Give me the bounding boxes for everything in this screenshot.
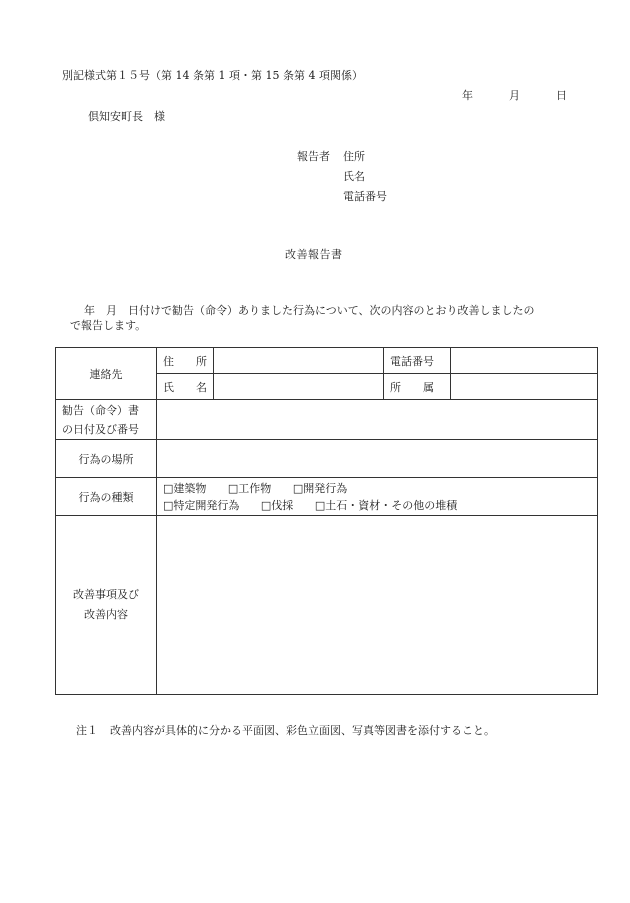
body-line-2: で報告します。	[70, 319, 147, 332]
order-date-field[interactable]	[157, 400, 598, 440]
reporter-block	[297, 147, 387, 207]
table-row	[56, 516, 598, 695]
improvement-field[interactable]	[157, 516, 598, 695]
type-option-building[interactable]: □建築物	[163, 481, 207, 495]
report-table	[55, 347, 598, 695]
table-row	[56, 440, 598, 478]
type-option-stockpile[interactable]: □土石・資材・その他の堆積	[314, 498, 458, 512]
place-label: 行為の場所	[56, 440, 157, 478]
dept-field[interactable]	[451, 374, 598, 400]
phone-field[interactable]	[451, 348, 598, 374]
type-options	[157, 478, 598, 516]
date-year-label: 年	[462, 89, 473, 102]
type-option-development[interactable]: □開発行為	[292, 481, 348, 495]
type-option-specific-development[interactable]: □特定開発行為	[163, 498, 240, 512]
recipient: 倶知安町長 様	[88, 110, 165, 123]
footnote-text: 改善内容が具体的に分かる平面図、彩色立面図、写真等図書を添付すること。	[110, 724, 495, 737]
address-field[interactable]	[214, 348, 384, 374]
contact-label: 連絡先	[56, 348, 157, 400]
name-field[interactable]	[214, 374, 384, 400]
document-title: 改善報告書	[285, 248, 343, 261]
reporter-address-label: 住所	[343, 150, 365, 163]
improvement-label: 改善事項及び 改善内容	[56, 516, 157, 695]
form-number: 別記様式第１５号（第 14 条第 1 項・第 15 条第 4 項関係）	[62, 69, 363, 82]
table-row	[56, 478, 598, 516]
date-month-label: 月	[509, 89, 520, 102]
date-line	[462, 87, 567, 103]
table-row	[56, 400, 598, 440]
order-date-label: 勧告（命令）書 の日付及び番号	[56, 400, 157, 440]
name-label: 氏 名	[157, 374, 214, 400]
reporter-phone-label: 電話番号	[343, 190, 387, 203]
type-label: 行為の種類	[56, 478, 157, 516]
dept-label: 所 属	[384, 374, 451, 400]
address-label: 住 所	[157, 348, 214, 374]
date-day-label: 日	[556, 89, 567, 102]
footnote	[76, 722, 495, 738]
type-option-structure[interactable]: □工作物	[227, 481, 272, 495]
type-option-logging[interactable]: □伐採	[260, 498, 294, 512]
body-line-1: 年 月 日付けで勧告（命令）ありました行為について、次の内容のとおり改善しましたの	[84, 304, 535, 317]
place-field[interactable]	[157, 440, 598, 478]
table-row	[56, 348, 598, 374]
reporter-label: 報告者	[297, 150, 330, 163]
reporter-name-label: 氏名	[343, 170, 365, 183]
body-text	[70, 303, 580, 333]
footnote-number: 注１	[76, 724, 98, 737]
phone-label: 電話番号	[384, 348, 451, 374]
